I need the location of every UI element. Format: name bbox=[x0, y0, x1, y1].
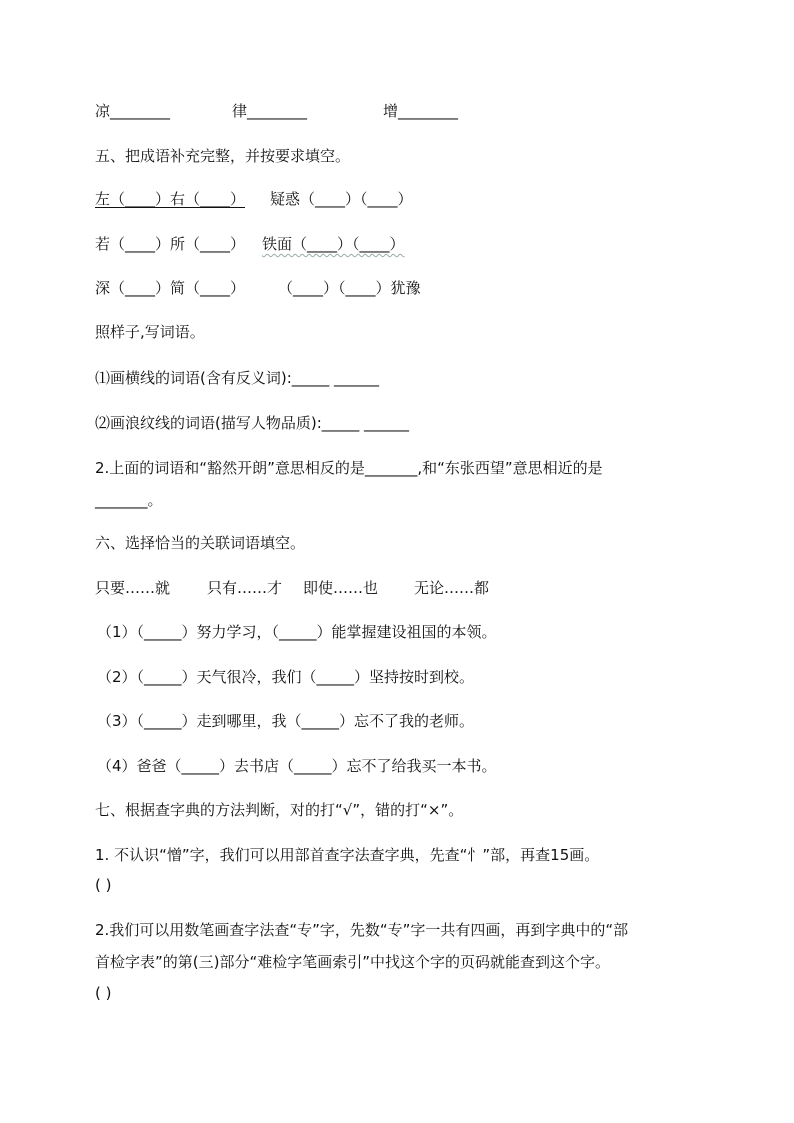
conjunction-option-1: 只要……就 bbox=[95, 579, 171, 597]
idiom-tiemian: 铁面（____）（____） bbox=[262, 235, 405, 253]
question-character-words: ⑵画浪纹线的词语(描写人物品质):_____ ______ bbox=[95, 414, 410, 432]
dictionary-question-1-line1: 1. 不认识“憎”字，我们可以用部首查字法查字典，先查“忄”部，再查15画。 bbox=[95, 846, 600, 864]
conjunction-option-4: 无论……都 bbox=[414, 579, 490, 597]
question-synonym-antonym-line1: 2.上面的词语和“豁然开朗”意思相反的是_______,和“东张西望”意思相近的是 bbox=[95, 459, 603, 477]
conjunction-option-2: 只有……才 bbox=[207, 579, 283, 597]
conjunction-item-3: （3）（_____）走到哪里，我（_____）忘不了我的老师。 bbox=[97, 712, 475, 730]
dictionary-question-2-line2: 首检字表”的第(三)部分“难检字笔画索引”中找这个字的页码就能查到这个字。 bbox=[95, 953, 611, 971]
idiom-row2-b bbox=[262, 234, 405, 254]
fill-item-1: 凉________ bbox=[95, 102, 171, 120]
conjunction-item-1: （1）（_____）努力学习，（_____）能掌握建设祖国的本领。 bbox=[97, 623, 497, 641]
idiom-row1-b: 疑惑（____）（____） bbox=[270, 190, 413, 208]
conjunction-item-2: （2）（_____）天气很冷，我们（_____）坚持按时到校。 bbox=[97, 668, 475, 686]
question-synonym-antonym-line2: _______。 bbox=[95, 491, 163, 509]
dictionary-question-2-answer: ( ) bbox=[95, 984, 112, 1002]
conjunction-option-3: 即使……也 bbox=[303, 579, 379, 597]
fill-item-3: 增________ bbox=[383, 102, 459, 120]
idiom-row3-a: 深（____）简（____） bbox=[95, 279, 246, 297]
idiom-row2-a: 若（____）所（____） bbox=[95, 235, 246, 253]
conjunction-item-4: （4）爸爸（_____）去书店（_____）忘不了给我买一本书。 bbox=[97, 757, 497, 775]
dictionary-question-2-line1: 2.我们可以用数笔画查字法查“专”字，先数“专”字一共有四画，再到字典中的“部 bbox=[95, 921, 629, 939]
section6-heading: 六、选择恰当的关联词语填空。 bbox=[95, 534, 306, 552]
example-instruction: 照样子,写词语。 bbox=[95, 323, 205, 341]
idiom-row3-b: （____）（____）犹豫 bbox=[278, 279, 421, 297]
section5-heading: 五、把成语补充完整，并按要求填空。 bbox=[95, 147, 351, 165]
idiom-zuoyou: 左（____）右（____） bbox=[95, 190, 246, 208]
question-antonym-words: ⑴画横线的词语(含有反义词):_____ ______ bbox=[95, 369, 380, 387]
idiom-row1-a bbox=[95, 189, 245, 209]
fill-item-2: 律________ bbox=[232, 102, 308, 120]
section7-heading: 七、根据查字典的方法判断，对的打“√”，错的打“×”。 bbox=[95, 801, 464, 819]
dictionary-question-1-answer: ( ) bbox=[95, 876, 112, 894]
